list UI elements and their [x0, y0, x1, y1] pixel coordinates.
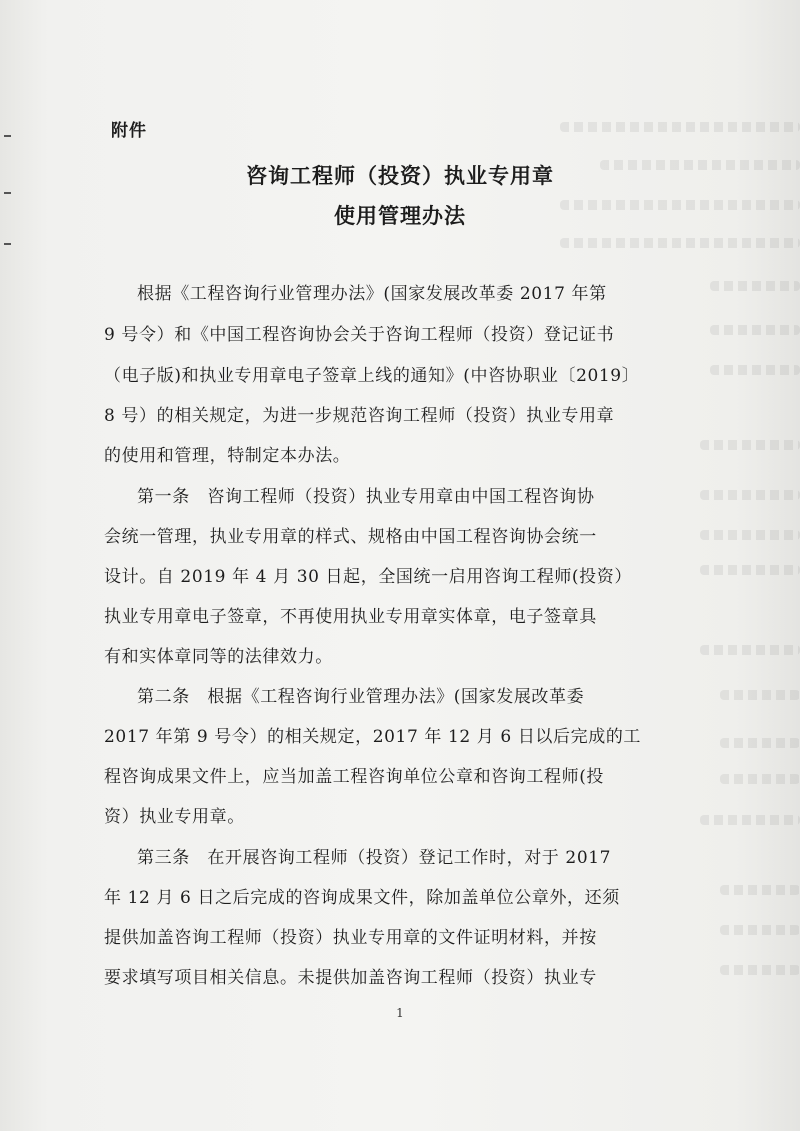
text-line: 年 12 月 6 日之后完成的咨询成果文件，除加盖单位公章外，还须 — [104, 888, 620, 908]
attachment-label: 附件 — [111, 121, 147, 141]
text-line: （电子版)和执业专用章电子签章上线的通知》(中咨协职业〔2019〕 — [104, 366, 640, 386]
text-line: 要求填写项目相关信息。未提供加盖咨询工程师（投资）执业专 — [104, 968, 597, 988]
text-line: 程咨询成果文件上，应当加盖工程咨询单位公章和咨询工程师(投 — [104, 767, 605, 787]
text-line: 执业专用章电子签章，不再使用执业专用章实体章，电子签章具 — [104, 607, 597, 627]
text-line: 资）执业专用章。 — [104, 807, 245, 827]
text-line: 2017 年第 9 号令）的相关规定，2017 年 12 月 6 日以后完成的工 — [104, 727, 642, 747]
document-title-line-1: 咨询工程师（投资）执业专用章 — [246, 163, 554, 188]
text-line: 8 号）的相关规定，为进一步规范咨询工程师（投资）执业专用章 — [104, 406, 615, 426]
scan-edge-mark — [4, 192, 11, 194]
text-line: 第三条 在开展咨询工程师（投资）登记工作时，对于 2017 — [137, 848, 612, 868]
document-title-line-2: 使用管理办法 — [334, 203, 466, 228]
text-line: 的使用和管理，特制定本办法。 — [104, 446, 351, 466]
text-line: 提供加盖咨询工程师（投资）执业专用章的文件证明材料，并按 — [104, 928, 597, 948]
text-line: 根据《工程咨询行业管理办法》(国家发展改革委 2017 年第 — [137, 284, 607, 304]
text-line: 第一条 咨询工程师（投资）执业专用章由中国工程咨询协 — [137, 487, 595, 507]
scan-edge-mark — [4, 243, 11, 245]
text-line: 有和实体章同等的法律效力。 — [104, 647, 333, 667]
text-line: 第二条 根据《工程咨询行业管理办法》(国家发展改革委 — [137, 687, 585, 707]
page-number: 1 — [396, 1006, 404, 1020]
text-line: 会统一管理，执业专用章的样式、规格由中国工程咨询协会统一 — [104, 527, 597, 547]
text-line: 设计。自 2019 年 4 月 30 日起，全国统一启用咨询工程师(投资） — [104, 567, 632, 587]
text-line: 9 号令）和《中国工程咨询协会关于咨询工程师（投资）登记证书 — [104, 325, 615, 345]
scan-edge-mark — [4, 135, 11, 137]
